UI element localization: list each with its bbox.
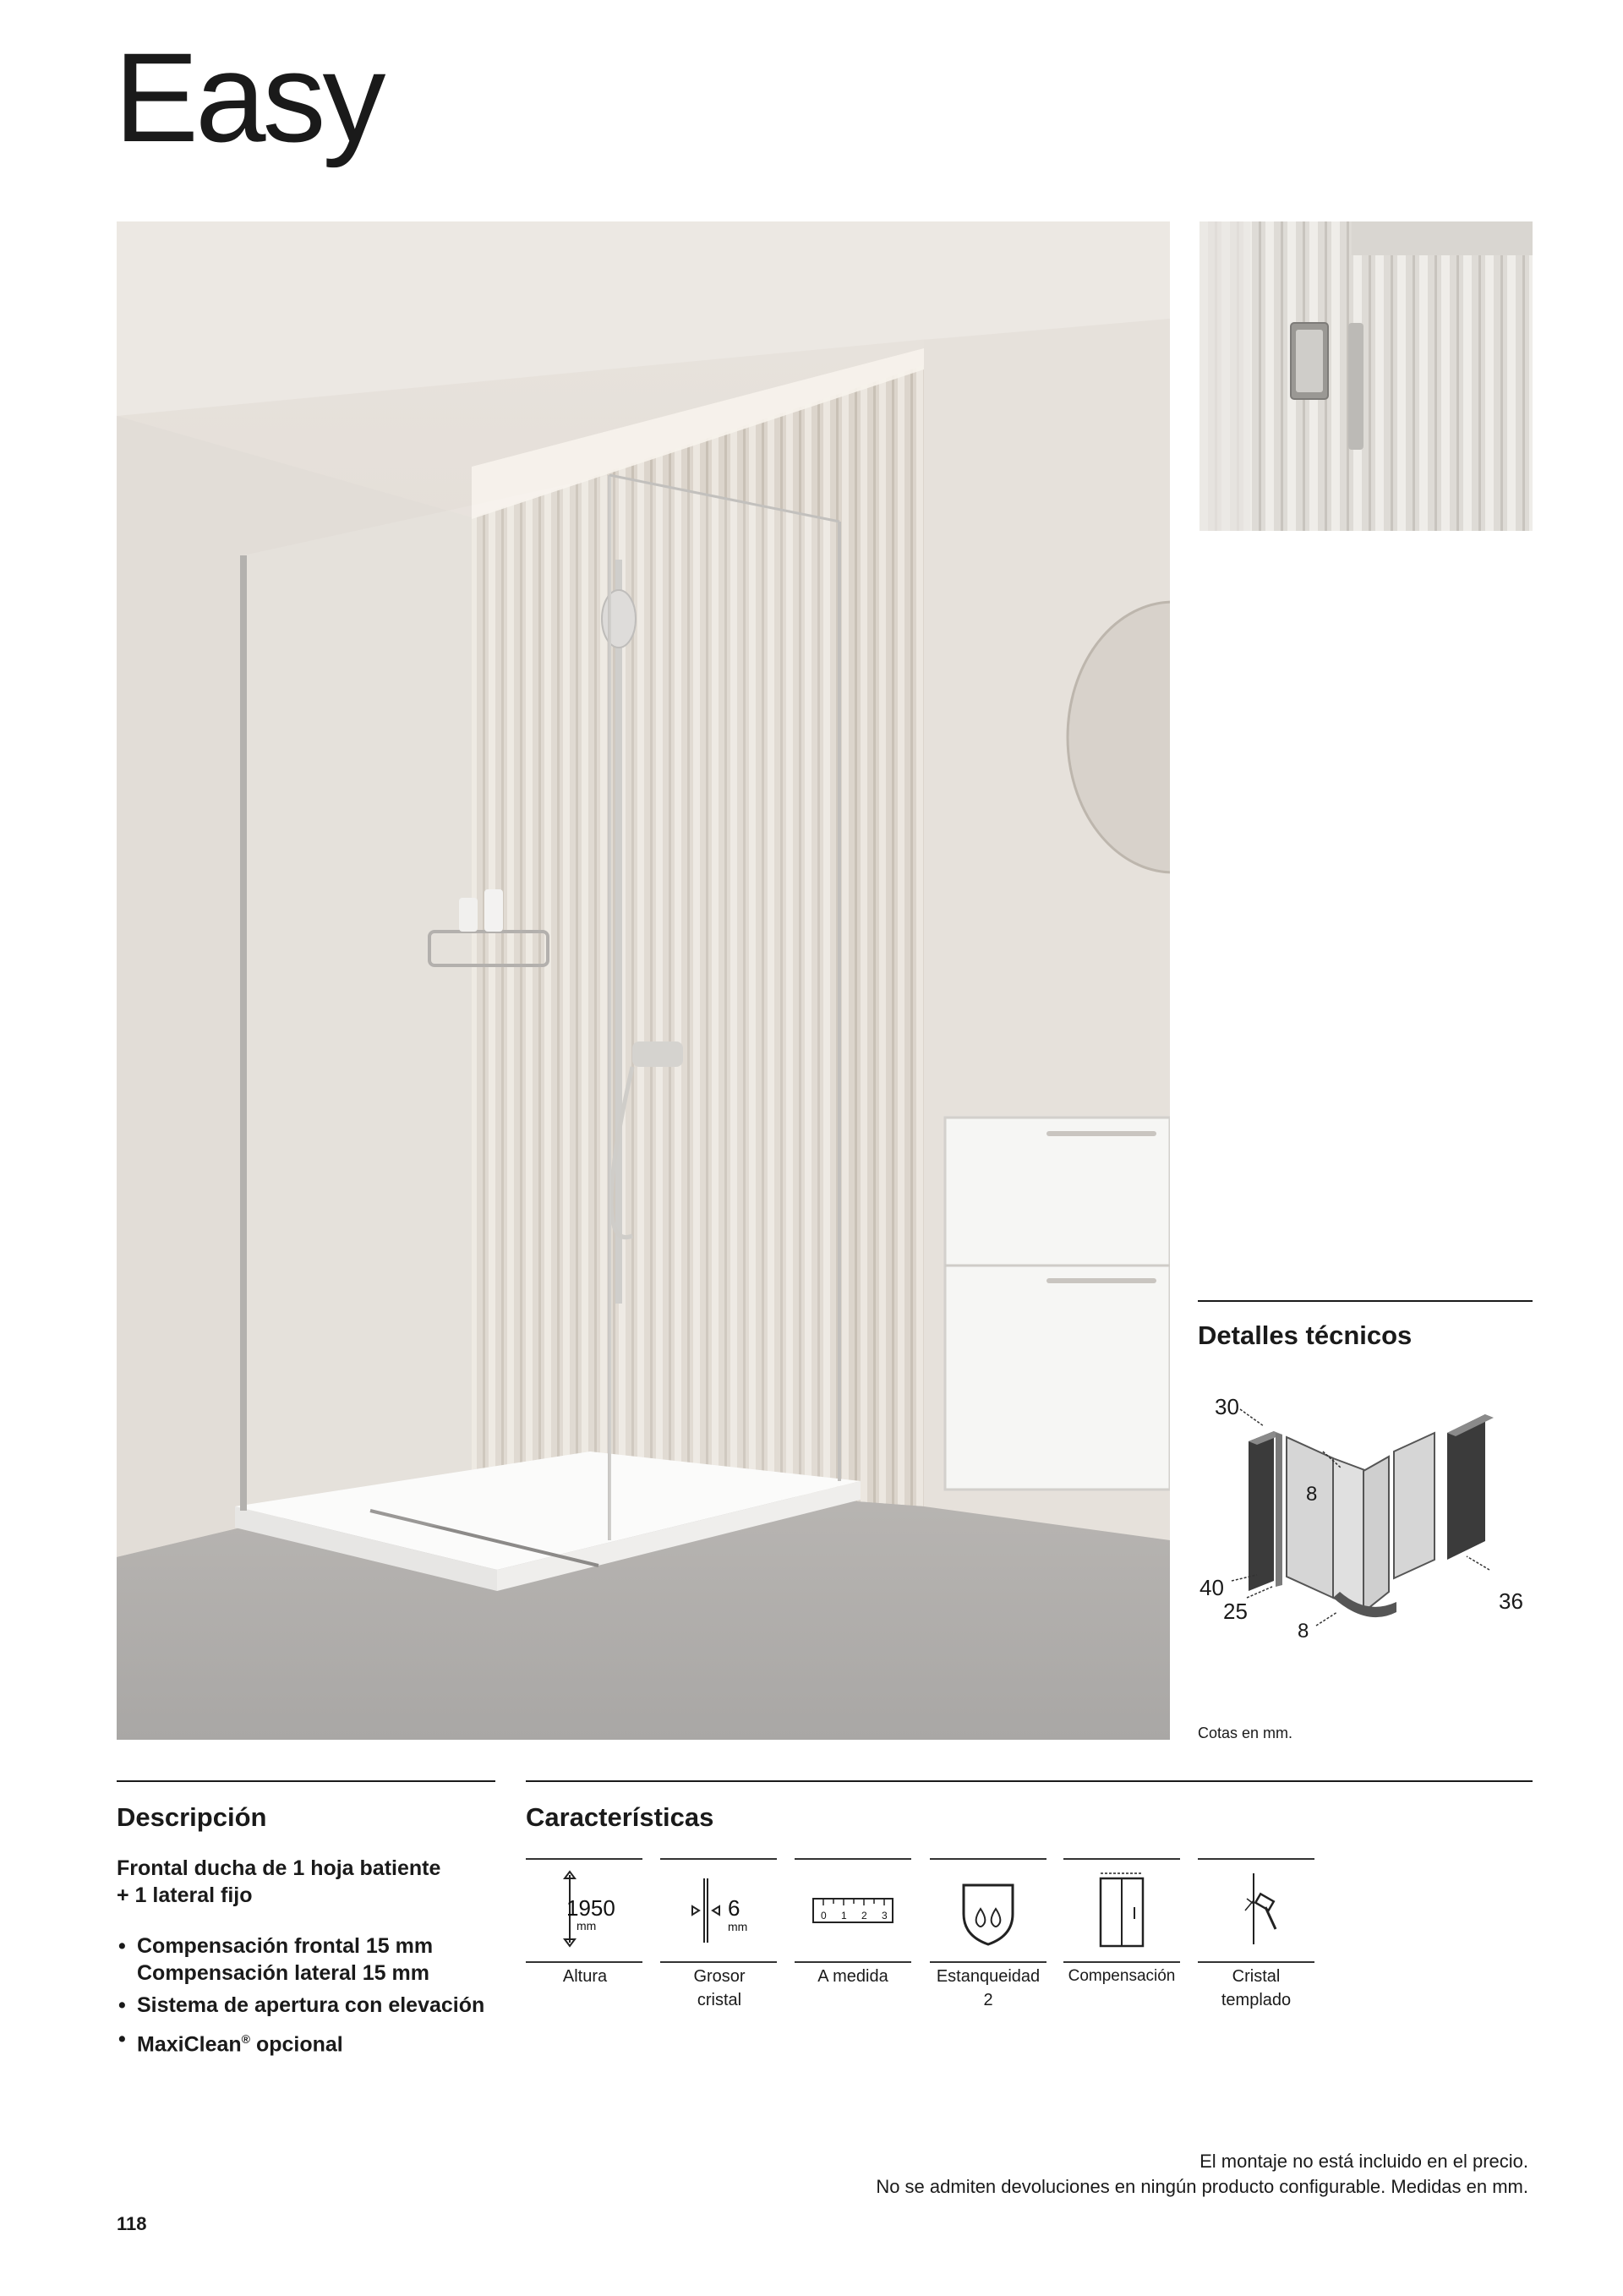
description-rule [117,1780,495,1782]
registered-mark: ® [241,2032,250,2046]
ruler-tick-0: 0 [821,1910,827,1922]
shower-scene-illustration [117,221,1170,1740]
feature-watertightness-label [921,1965,1056,2012]
bullet-compensation-front: Compensación frontal 15 mm [137,1934,434,1958]
footer-note-line1: El montaje no está incluido en el precio. [1199,2151,1528,2172]
ruler-tick-3: 3 [882,1910,888,1922]
description-intro-line-1: Frontal ducha de 1 hoja batiente [117,1856,441,1880]
footer-note [514,2149,1528,2200]
bullet-dot: • [118,1934,126,1958]
height-icon [526,1860,642,1961]
features-rule [526,1780,1533,1782]
feature-tempered-glass [1198,1858,1314,1963]
ruler-tick-1: 1 [841,1910,847,1922]
hinge-detail-illustration [1199,221,1533,531]
feature-glass-label-line2: cristal [697,1991,742,2009]
bullet-compensation [117,1932,514,1987]
thickness-value: 6 [728,1895,740,1921]
feature-height-label-line: Altura [562,1967,608,1986]
page-number: 118 [117,2213,147,2234]
feature-glass-thickness [660,1858,777,1963]
page-title: Easy [114,26,383,168]
bullet-opening-system [117,1992,514,2019]
feature-height-label [517,1965,653,1988]
feature-custom-size [795,1858,911,1963]
dim-8-bottom: 8 [1298,1620,1309,1643]
hinge-detail-photo [1199,221,1533,531]
profile-dimension-diagram [1198,1391,1536,1644]
dim-36: 36 [1499,1588,1523,1614]
description-intro [117,1855,505,1909]
feature-custom-size-label [785,1965,921,1988]
feature-compensation-label-line: Compensación [1068,1967,1176,1985]
thickness-unit: mm [728,1920,748,1933]
feature-compensation-label [1054,1965,1189,1988]
bullet-opening-text: Sistema de apertura con elevación [137,1993,485,2017]
dim-25: 25 [1223,1599,1248,1624]
dim-8-top: 8 [1306,1483,1318,1506]
feature-tempered-label-line2: templado [1221,1991,1292,2009]
dim-30: 30 [1215,1394,1239,1419]
feature-compensation [1063,1858,1180,1963]
tech-heading: Detalles técnicos [1198,1320,1413,1350]
tech-rule [1198,1300,1533,1302]
feature-height [526,1858,642,1963]
height-value: 1950 [566,1895,615,1921]
description-bullets [117,1932,514,2058]
dimension-caption: Cotas en mm. [1198,1725,1293,1741]
footer-note-line2: No se admiten devoluciones en ningún producto configurable. Medidas en mm. [876,2176,1528,2197]
ruler-icon [795,1860,911,1961]
feature-tempered-label-line1: Cristal [1232,1967,1281,1986]
tempered-glass-hammer-icon [1198,1860,1314,1961]
description-heading: Descripción [117,1802,267,1832]
height-unit: mm [577,1919,597,1932]
bullet-maxiclean-optional: opcional [250,2032,343,2057]
dim-40: 40 [1199,1575,1224,1600]
description-intro-line-2: + 1 lateral fijo [117,1883,253,1907]
bullet-dot: • [118,1993,126,2017]
compensation-icon [1063,1860,1180,1961]
bullet-dot: • [118,2027,126,2051]
product-photo [117,221,1170,1740]
glass-thickness-icon [660,1860,777,1961]
water-drops-icon [930,1860,1046,1961]
bullet-maxiclean [117,2025,514,2058]
ruler-tick-2: 2 [861,1910,867,1922]
bullet-maxiclean-text: MaxiClean [137,2032,242,2057]
profile-drawing [1198,1391,1536,1644]
feature-watertightness-label-line1: Estanqueidad [936,1967,1041,1986]
features-heading: Características [526,1802,714,1832]
feature-tempered-glass-label [1189,1965,1324,2012]
feature-glass-thickness-label [652,1965,787,2012]
feature-watertightness [930,1858,1046,1963]
feature-glass-label-line1: Grosor [693,1967,746,1986]
feature-custom-label-line: A medida [817,1967,888,1986]
bullet-compensation-side: Compensación lateral 15 mm [137,1961,429,1985]
feature-watertightness-label-line2: 2 [983,1991,993,2009]
